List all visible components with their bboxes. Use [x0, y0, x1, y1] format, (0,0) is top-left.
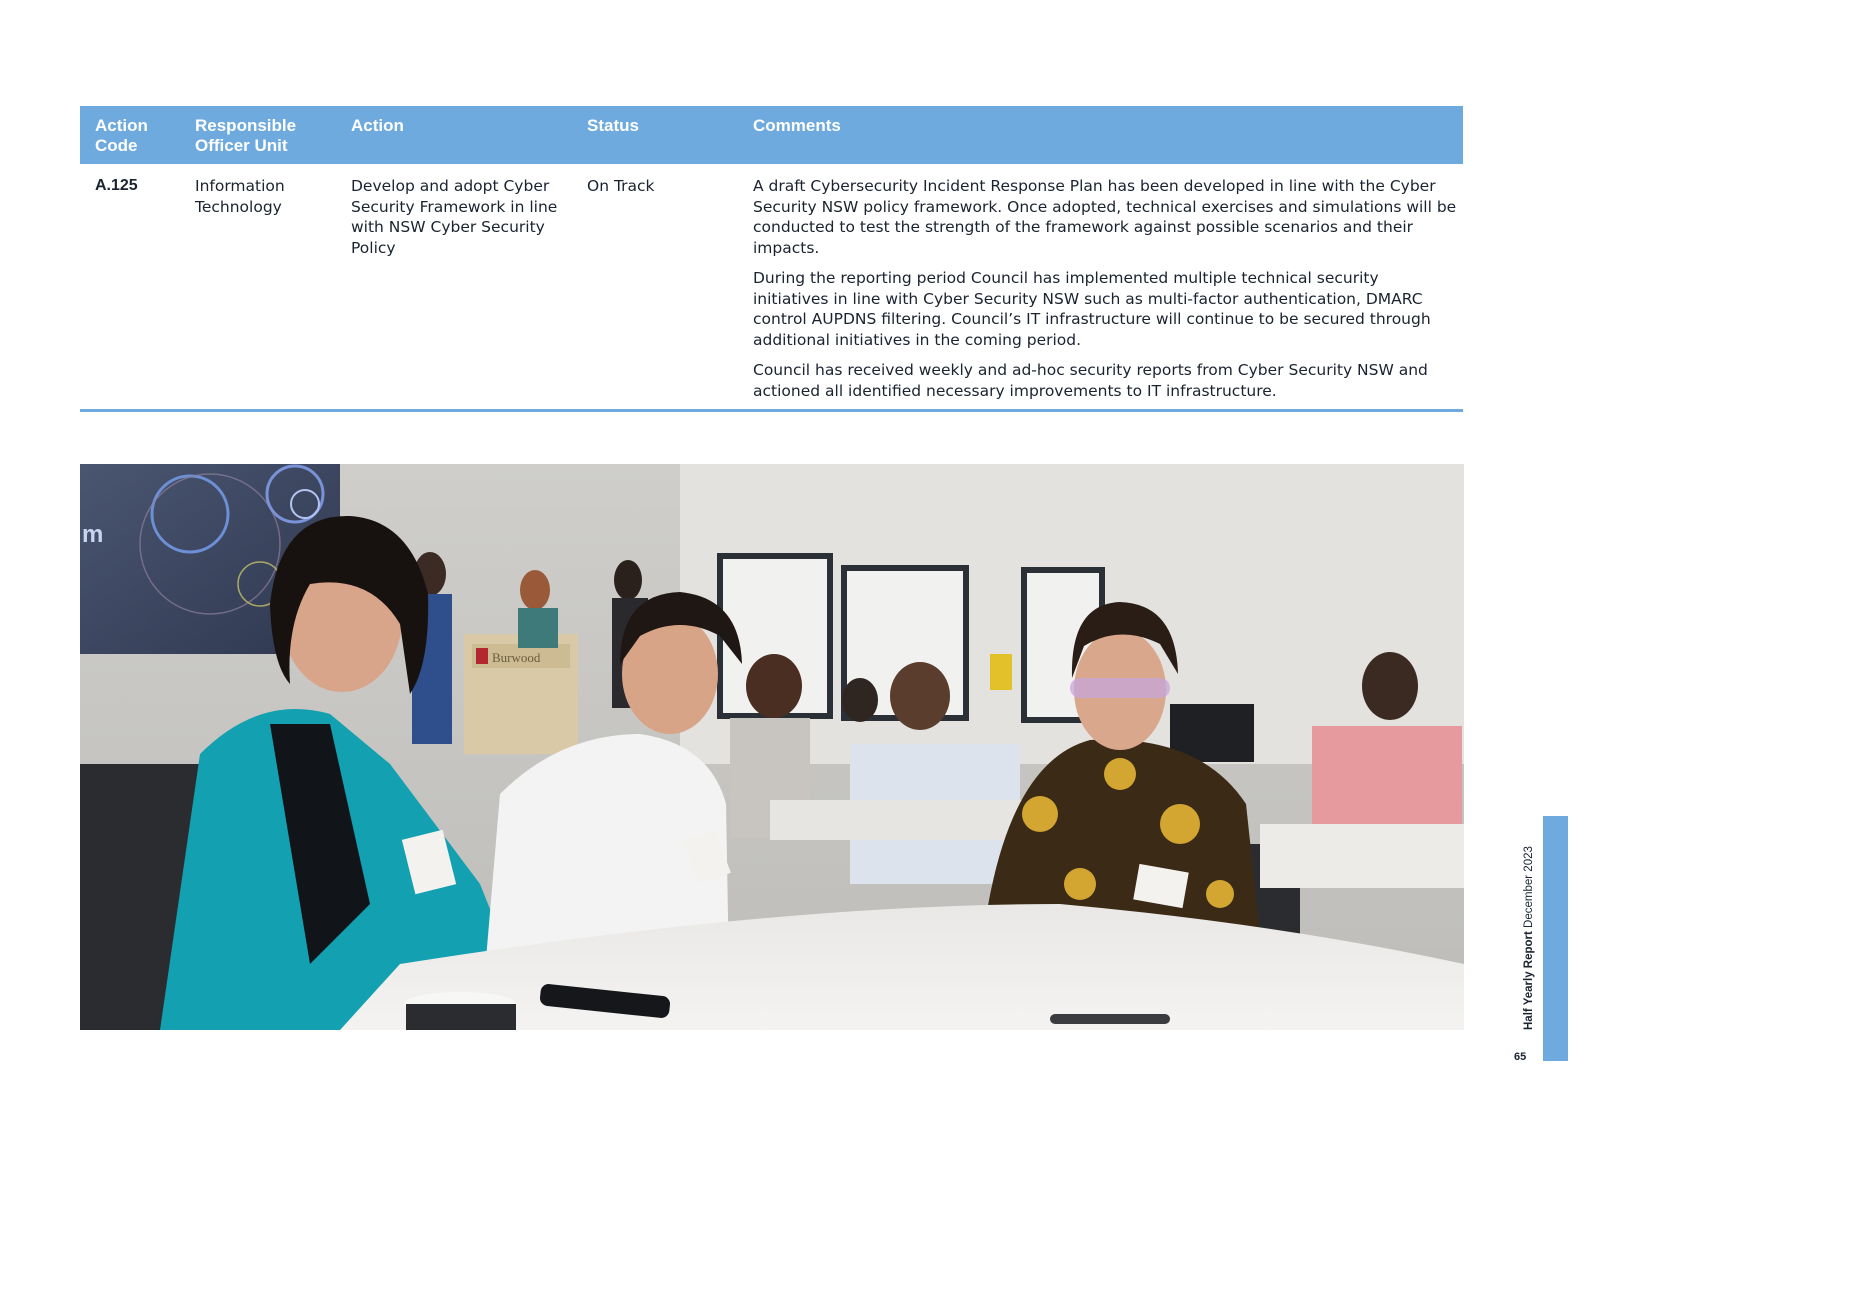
comment-paragraph: Council has received weekly and ad-hoc security reports from Cyber Security NSW and actioned all identified necessary improvements to IT infrastructure.: [753, 361, 1428, 400]
comment-paragraph: A draft Cybersecurity Incident Response Plan has been developed in line with the Cyber Security NSW policy framework. Once adopted, technical exercises and simulations will be conducted to test the strength of the framework against possible scenarios and their impacts.: [753, 177, 1457, 257]
page-number: 65: [1514, 1051, 1527, 1063]
screen-text: m: [82, 521, 104, 548]
report-title: Half Yearly Report: [1523, 931, 1535, 1030]
comment-paragraph: During the reporting period Council has implemented multiple technical security initiatives in line with Cyber Security NSW such as multi-factor authentication, DMARC control AUPDNS filtering. Council’s IT infrastructure will continue to be secured through additional initiatives in the coming period.: [753, 269, 1431, 349]
action-table-container: [80, 106, 1463, 412]
comments-cell: [738, 164, 1463, 411]
responsible-unit-cell: Information Technology: [180, 164, 336, 411]
status-cell: On Track: [572, 164, 738, 411]
podium-text: Burwood: [492, 650, 541, 665]
side-accent-tab: [1543, 816, 1568, 1061]
marker-pen: [1050, 1014, 1170, 1024]
report-period: December 2023: [1523, 846, 1535, 928]
report-label: [1523, 846, 1535, 1030]
header-status: Status: [572, 106, 738, 164]
workshop-photo-illustration: [80, 464, 1464, 1030]
action-cell: Develop and adopt Cyber Security Framework in line with NSW Cyber Security Policy: [336, 164, 572, 411]
paper-cup: [406, 1004, 516, 1030]
header-comments: Comments: [738, 106, 1463, 164]
action-table: [80, 106, 1463, 412]
header-action-code: Action Code: [80, 106, 180, 164]
table-header-row: [80, 106, 1463, 164]
table-row: [80, 164, 1463, 411]
workshop-photo: [80, 464, 1464, 1030]
action-code-cell: A.125: [80, 164, 180, 411]
header-responsible-officer-unit: Responsible Officer Unit: [180, 106, 336, 164]
back-table: [1260, 824, 1464, 888]
lectern: [464, 634, 578, 754]
header-action: Action: [336, 106, 572, 164]
